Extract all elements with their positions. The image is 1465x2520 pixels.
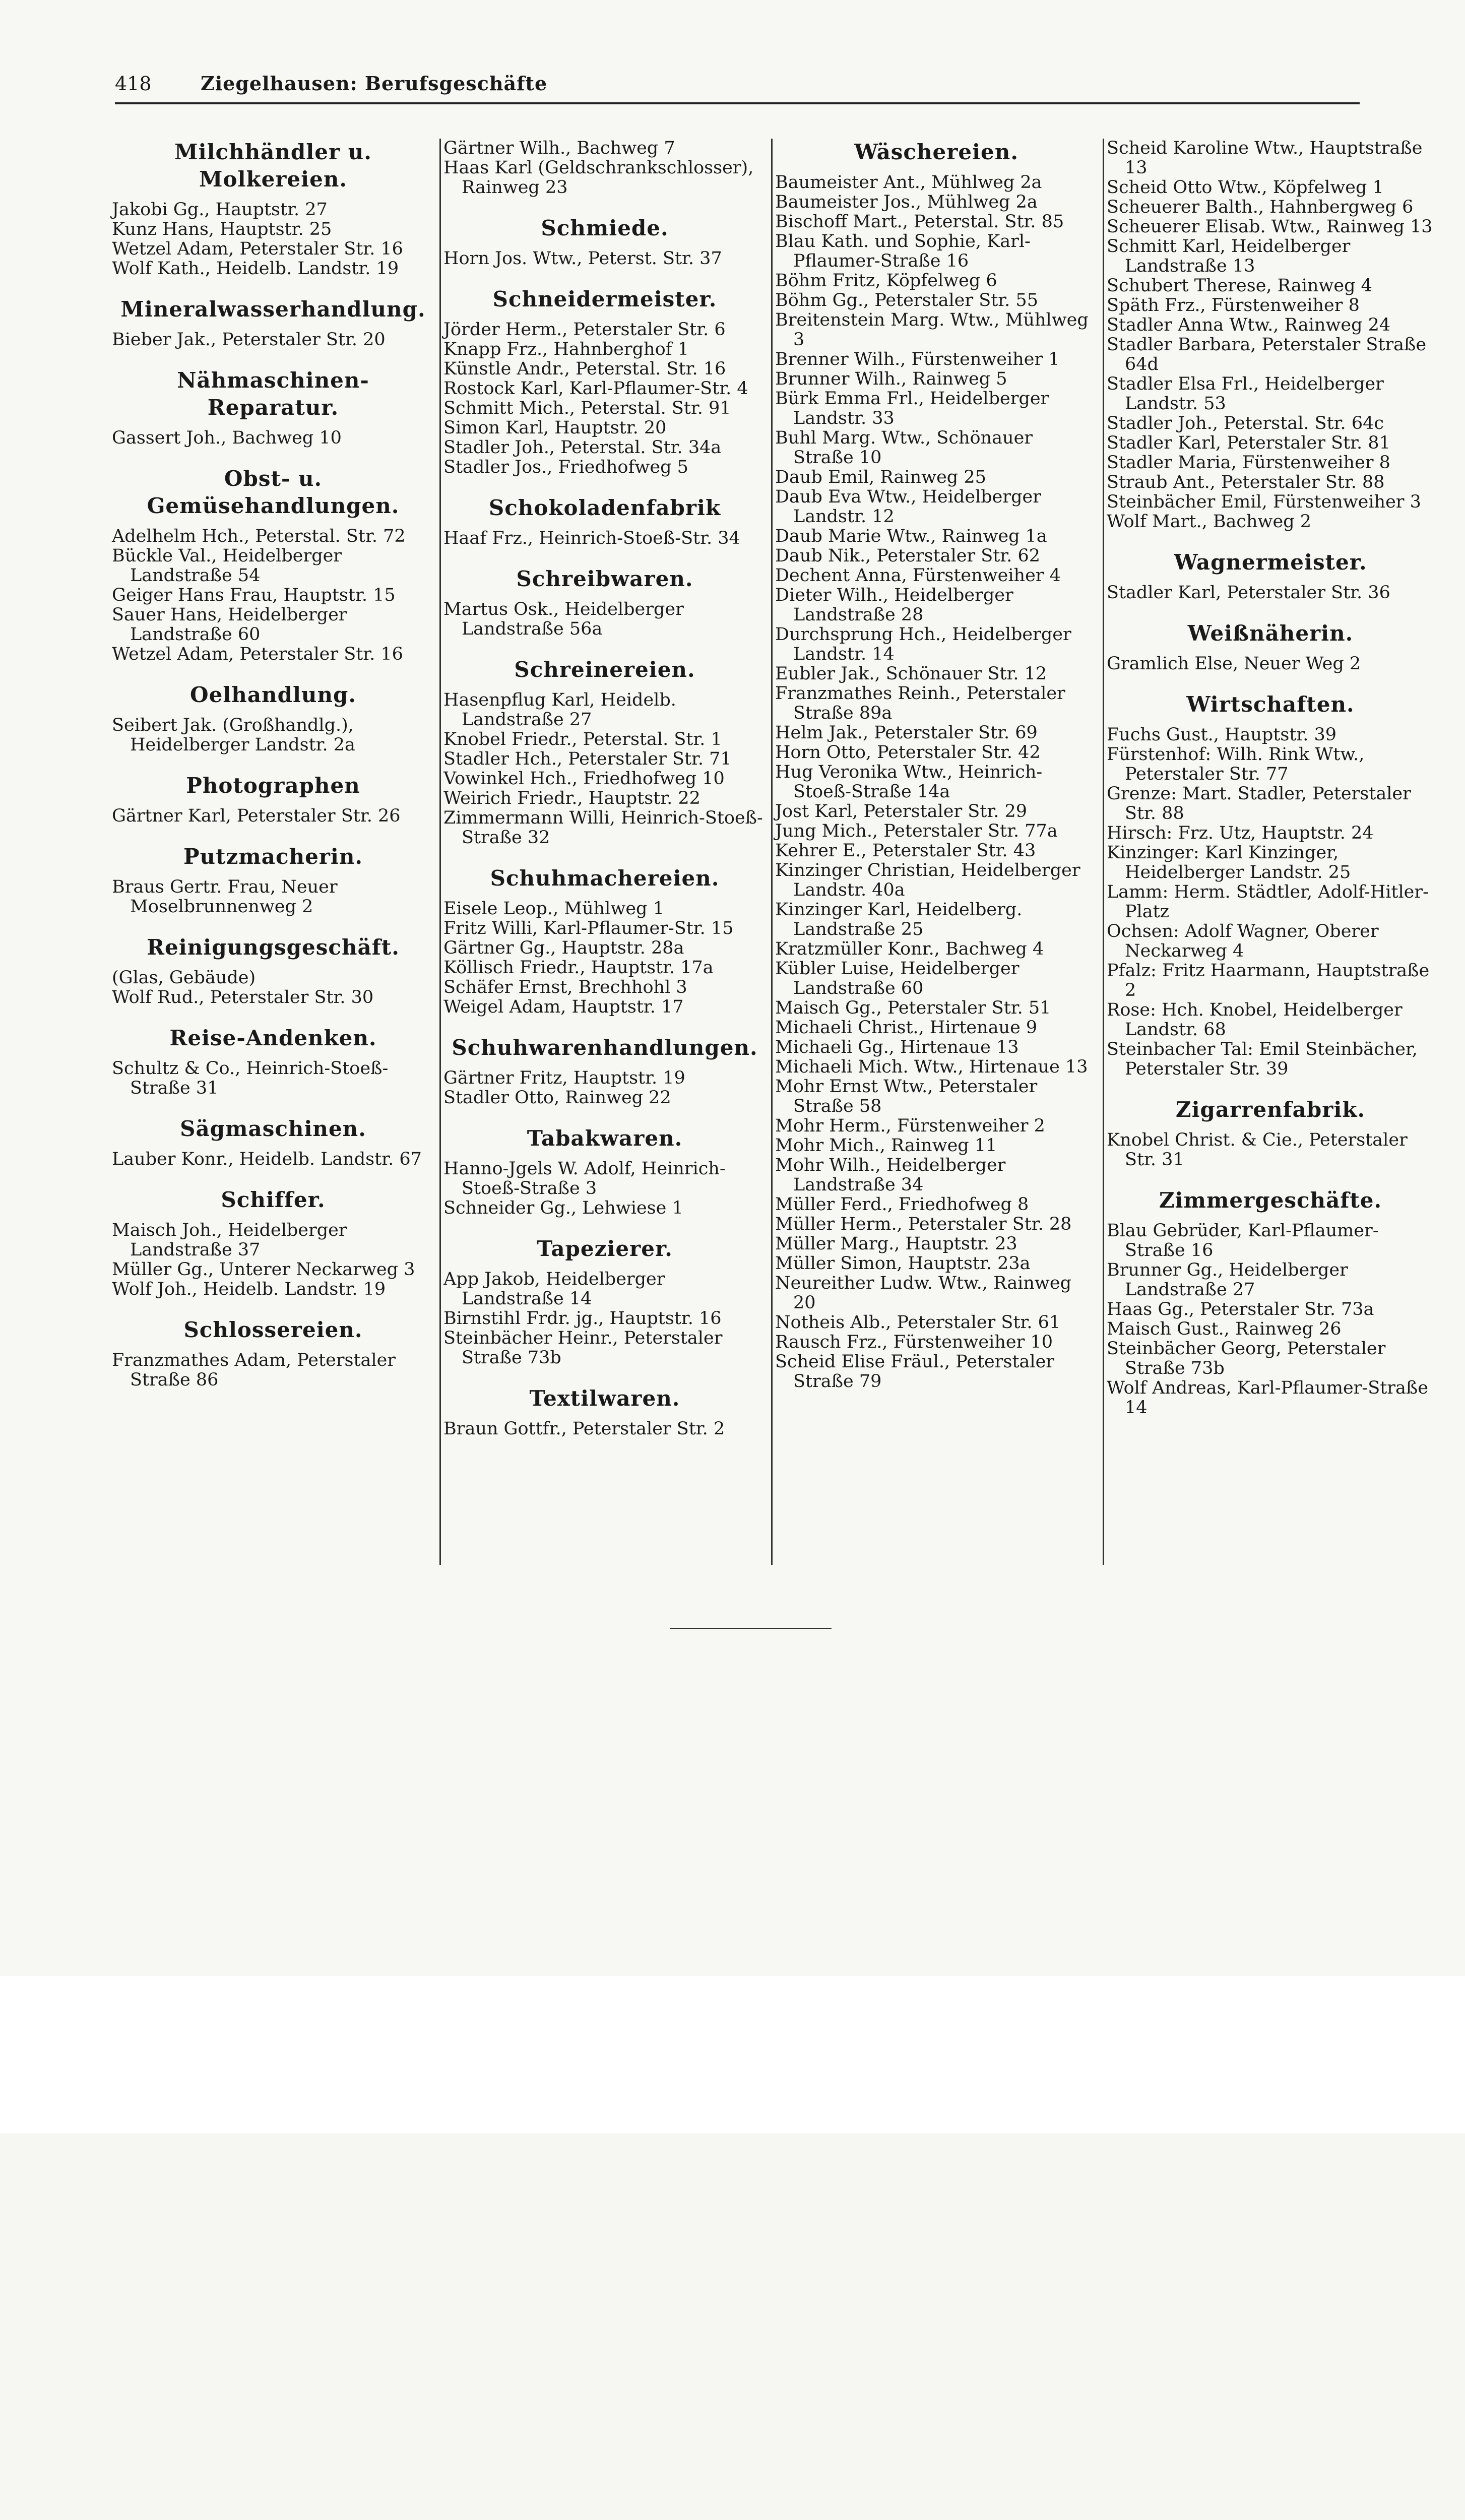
directory-entry: Wolf Mart., Bachweg 2	[1107, 512, 1312, 532]
section-heading: Textilwaren.	[529, 1386, 680, 1411]
directory-entry: Steinbächer Emil, Fürstenweiher 3	[1107, 492, 1421, 512]
directory-entry: Wetzel Adam, Peterstaler Str. 16	[112, 644, 403, 664]
section-heading: Milchhändler u. Molkereien.	[174, 140, 372, 192]
directory-entry: Wetzel Adam, Peterstaler Str. 16	[112, 239, 403, 259]
section-heading: Oelhandlung.	[190, 682, 356, 707]
directory-entry: Stadler Maria, Fürstenweiher 8	[1107, 453, 1390, 473]
directory-entry: App Jakob, Heidelberger Landstraße 14	[443, 1269, 665, 1309]
directory-entry: Künstle Andr., Peterstal. Str. 16	[443, 359, 726, 379]
directory-entry: Scheid Elise Fräul., Peterstaler Straße 79	[775, 1352, 1055, 1392]
directory-entry: Stadler Joh., Peterstal. Str. 34a	[443, 437, 722, 458]
directory-entry: Hanno-Jgels W. Adolf, Heinrich-Stoeß-Straße 3	[443, 1159, 726, 1199]
directory-entry: Pfalz: Fritz Haarmann, Hauptstraße 2	[1107, 961, 1430, 1000]
directory-entry: Fritz Willi, Karl-Pflaumer-Str. 15	[443, 918, 734, 938]
directory-entry: Stadler Joh., Peterstal. Str. 64c	[1107, 413, 1384, 433]
directory-entry: Kehrer E., Peterstaler Str. 43	[775, 841, 1036, 861]
directory-entry: Rausch Frz., Fürstenweiher 10	[775, 1332, 1053, 1352]
directory-entry: Breitenstein Marg. Wtw., Mühlweg 3	[775, 310, 1089, 350]
section-heading: Zigarrenfabrik.	[1175, 1097, 1366, 1122]
directory-entry: Kinzinger: Karl Kinzinger, Heidelberger Landstr. 25	[1107, 843, 1351, 883]
directory-entry: Mohr Wilh., Heidelberger Landstraße 34	[775, 1155, 1006, 1195]
directory-entry: Birnstihl Frdr. jg., Hauptstr. 16	[443, 1308, 722, 1329]
directory-entry: Fuchs Gust., Hauptstr. 39	[1107, 725, 1337, 745]
column-divider	[439, 139, 441, 1565]
section-heading: Schlossereien.	[183, 1317, 363, 1342]
directory-entry: Böhm Gg., Peterstaler Str. 55	[775, 290, 1038, 310]
directory-entry: Fürstenhof: Wilh. Rink Wtw., Peterstaler Str. 77	[1107, 744, 1365, 784]
directory-entry: Ochsen: Adolf Wagner, Oberer Neckarweg 4	[1107, 921, 1379, 961]
directory-entry: Zimmermann Willi, Heinrich-Stoeß-Straße 32	[443, 808, 763, 848]
directory-entry: Helm Jak., Peterstaler Str. 69	[775, 723, 1038, 743]
directory-entry: Späth Frz., Fürstenweiher 8	[1107, 295, 1360, 316]
directory-entry: Stadler Karl, Peterstaler Str. 36	[1107, 583, 1390, 603]
directory-entry: Steinbächer Georg, Peterstaler Straße 73b	[1107, 1339, 1386, 1378]
directory-entry: Horn Otto, Peterstaler Str. 42	[775, 742, 1041, 763]
directory-entry: Knapp Frz., Hahnberghof 1	[443, 339, 689, 359]
directory-entry: Wolf Joh., Heidelb. Landstr. 19	[112, 1279, 386, 1299]
directory-entry: Stadler Karl, Peterstaler Str. 81	[1107, 433, 1390, 453]
directory-entry: Blau Gebrüder, Karl-Pflaumer-Straße 16	[1107, 1221, 1379, 1261]
directory-entry: Böhm Fritz, Köpfelweg 6	[775, 271, 997, 291]
directory-entry: Seibert Jak. (Großhandlg.), Heidelberger Landstr. 2a	[112, 715, 355, 755]
section-heading: Photographen	[186, 773, 360, 798]
directory-entry: Scheid Otto Wtw., Köpfelweg 1	[1107, 177, 1384, 198]
directory-entry: Dieter Wilh., Heidelberger Landstraße 28	[775, 585, 1013, 625]
directory-entry: Scheid Karoline Wtw., Hauptstraße 13	[1107, 138, 1423, 178]
directory-entry: Weirich Friedr., Hauptstr. 22	[443, 788, 700, 808]
directory-entry: Jörder Herm., Peterstaler Str. 6	[443, 320, 726, 340]
directory-entry: Notheis Alb., Peterstaler Str. 61	[775, 1312, 1061, 1333]
directory-entry: Brunner Gg., Heidelberger Landstraße 27	[1107, 1260, 1348, 1300]
directory-entry: Lauber Konr., Heidelb. Landstr. 67	[112, 1149, 422, 1169]
directory-entry: Eubler Jak., Schönauer Str. 12	[775, 664, 1047, 684]
directory-entry: Müller Simon, Hauptstr. 23a	[775, 1253, 1031, 1274]
section-heading: Schmiede.	[541, 216, 669, 240]
section-heading: Reinigungsgeschäft.	[147, 935, 400, 960]
directory-entry: Kunz Hans, Hauptstr. 25	[112, 219, 332, 239]
section-heading: Schuhwarenhandlungen.	[452, 1035, 758, 1060]
section-heading: Wäschereien.	[854, 140, 1018, 164]
section-heading: Sägmaschinen.	[180, 1116, 366, 1141]
directory-entry: Durchsprung Hch., Heidelberger Landstr. 14	[775, 624, 1071, 664]
directory-entry: Stadler Anna Wtw., Rainweg 24	[1107, 315, 1391, 335]
directory-entry: Hug Veronika Wtw., Heinrich-Stoeß-Straße 14a	[775, 762, 1043, 802]
section-heading: Schneidermeister.	[492, 287, 717, 311]
section-heading: Schreibwaren.	[516, 566, 693, 591]
directory-entry: Maisch Gust., Rainweg 26	[1107, 1319, 1342, 1339]
directory-entry: Haas Karl (Geldschrankschlosser), Rainweg 23	[443, 158, 754, 198]
section-heading: Obst- u. Gemüsehandlungen.	[147, 466, 400, 518]
section-heading: Schuhmachereien.	[490, 866, 720, 891]
directory-entry: Baumeister Ant., Mühlweg 2a	[775, 172, 1042, 193]
directory-entry: Wolf Andreas, Karl-Pflaumer-Straße 14	[1107, 1378, 1428, 1418]
directory-entry: Bieber Jak., Peterstaler Str. 20	[112, 330, 386, 350]
section-heading: Weißnäherin.	[1187, 621, 1354, 646]
directory-entry: Grenze: Mart. Stadler, Peterstaler Str. 88	[1107, 784, 1411, 824]
directory-column-4	[1107, 139, 1434, 1418]
directory-entry: Daub Emil, Rainweg 25	[775, 467, 986, 487]
footer-bar	[0, 1976, 1465, 2133]
directory-entry: (Glas, Gebäude)	[112, 968, 256, 988]
directory-entry: Hirsch: Frz. Utz, Hauptstr. 24	[1107, 823, 1374, 843]
section-heading: Schreinereien.	[514, 657, 695, 682]
directory-entry: Müller Marg., Hauptstr. 23	[775, 1234, 1017, 1254]
directory-entry: Eisele Leop., Mühlweg 1	[443, 899, 664, 919]
directory-entry: Daub Marie Wtw., Rainweg 1a	[775, 526, 1047, 546]
directory-entry: Haaf Frz., Heinrich-Stoeß-Str. 34	[443, 528, 740, 548]
directory-entry: Braun Gottfr., Peterstaler Str. 2	[443, 1419, 725, 1439]
directory-entry: Michaeli Christ., Hirtenaue 9	[775, 1018, 1038, 1038]
directory-entry: Stadler Otto, Rainweg 22	[443, 1088, 671, 1108]
directory-entry: Maisch Joh., Heidelberger Landstraße 37	[112, 1220, 347, 1260]
directory-entry: Stadler Barbara, Peterstaler Straße 64d	[1107, 335, 1427, 374]
directory-entry: Simon Karl, Hauptstr. 20	[443, 418, 667, 438]
directory-entry: Schäfer Ernst, Brechhohl 3	[443, 977, 687, 997]
page-title: Ziegelhausen: Berufsgeschäfte	[201, 72, 548, 95]
directory-entry: Sauer Hans, Heidelberger Landstraße 60	[112, 605, 347, 645]
section-heading: Mineralwasserhandlung.	[120, 297, 426, 322]
directory-entry: Bückle Val., Heidelberger Landstraße 54	[112, 546, 342, 586]
directory-entry: Kratzmüller Konr., Bachweg 4	[775, 939, 1044, 959]
directory-entry: Wolf Rud., Peterstaler Str. 30	[112, 987, 374, 1007]
directory-entry: Lamm: Herm. Städtler, Adolf-Hitler-Platz	[1107, 882, 1429, 922]
section-heading: Zimmergeschäfte.	[1159, 1188, 1382, 1213]
directory-entry: Müller Gg., Unterer Neckarweg 3	[112, 1259, 415, 1280]
column-divider	[1103, 139, 1104, 1565]
directory-entry: Jakobi Gg., Hauptstr. 27	[112, 200, 328, 220]
directory-entry: Stadler Hch., Peterstaler Str. 71	[443, 749, 732, 769]
directory-entry: Baumeister Jos., Mühlweg 2a	[775, 192, 1038, 212]
directory-entry: Müller Ferd., Friedhofweg 8	[775, 1194, 1029, 1215]
directory-entry: Schmitt Mich., Peterstal. Str. 91	[443, 398, 731, 418]
directory-entry: Scheuerer Elisab. Wtw., Rainweg 13	[1107, 217, 1433, 237]
directory-entry: Köllisch Friedr., Hauptstr. 17a	[443, 958, 714, 978]
directory-entry: Mohr Mich., Rainweg 11	[775, 1136, 997, 1156]
directory-entry: Michaeli Mich. Wtw., Hirtenaue 13	[775, 1057, 1088, 1077]
directory-entry: Hasenpflug Karl, Heidelb. Landstraße 27	[443, 690, 676, 730]
directory-entry: Gärtner Wilh., Bachweg 7	[443, 138, 675, 158]
directory-entry: Gassert Joh., Bachweg 10	[112, 428, 342, 448]
directory-entry: Steinbächer Heinr., Peterstaler Straße 73b	[443, 1328, 723, 1368]
directory-entry: Weigel Adam, Hauptstr. 17	[443, 997, 684, 1017]
directory-entry: Franzmathes Adam, Peterstaler Straße 86	[112, 1350, 396, 1390]
directory-entry: Steinbacher Tal: Emil Steinbächer, Peterstaler Str. 39	[1107, 1039, 1418, 1079]
directory-entry: Franzmathes Reinh., Peterstaler Straße 89a	[775, 683, 1065, 723]
header-rule	[115, 102, 1360, 104]
directory-entry: Haas Gg., Peterstaler Str. 73a	[1107, 1299, 1374, 1319]
directory-entry: Mohr Herm., Fürstenweiher 2	[775, 1116, 1045, 1136]
directory-entry: Horn Jos. Wtw., Peterst. Str. 37	[443, 248, 722, 269]
directory-entry: Gärtner Karl, Peterstaler Str. 26	[112, 806, 401, 826]
directory-entry: Kinzinger Karl, Heidelberg. Landstraße 25	[775, 900, 1023, 939]
directory-entry: Jost Karl, Peterstaler Str. 29	[775, 801, 1028, 822]
section-heading: Tabakwaren.	[527, 1126, 683, 1151]
directory-entry: Neureither Ludw. Wtw., Rainweg 20	[775, 1273, 1071, 1313]
directory-column-3	[775, 139, 1098, 1392]
directory-entry: Bürk Emma Frl., Heidelberger Landstr. 33	[775, 389, 1049, 428]
directory-entry: Rostock Karl, Karl-Pflaumer-Str. 4	[443, 379, 748, 399]
directory-entry: Schneider Gg., Lehwiese 1	[443, 1198, 683, 1218]
directory-entry: Bischoff Mart., Peterstal. Str. 85	[775, 212, 1064, 232]
directory-entry: Jung Mich., Peterstaler Str. 77a	[775, 821, 1058, 841]
section-heading: Wirtschaften.	[1186, 692, 1355, 717]
directory-entry: Gramlich Else, Neuer Weg 2	[1107, 654, 1361, 674]
section-heading: Wagnermeister.	[1174, 550, 1367, 575]
directory-entry: Dechent Anna, Fürstenweiher 4	[775, 565, 1061, 586]
directory-entry: Stadler Elsa Frl., Heidelberger Landstr. 53	[1107, 374, 1384, 414]
section-heading: Reise-Andenken.	[169, 1026, 377, 1050]
directory-entry: Daub Eva Wtw., Heidelberger Landstr. 12	[775, 487, 1041, 527]
directory-entry: Brunner Wilh., Rainweg 5	[775, 369, 1007, 389]
directory-entry: Gärtner Gg., Hauptstr. 28a	[443, 938, 684, 958]
directory-entry: Michaeli Gg., Hirtenaue 13	[775, 1037, 1019, 1057]
directory-entry: Scheuerer Balth., Hahnbergweg 6	[1107, 197, 1414, 217]
section-heading: Schokoladenfabrik	[488, 495, 721, 520]
directory-entry: Geiger Hans Frau, Hauptstr. 15	[112, 585, 396, 605]
section-heading: Putzmacherin.	[183, 844, 363, 869]
directory-entry: Buhl Marg. Wtw., Schönauer Straße 10	[775, 428, 1033, 468]
directory-entry: Schultz & Co., Heinrich-Stoeß-Straße 31	[112, 1058, 389, 1098]
directory-entry: Knobel Friedr., Peterstal. Str. 1	[443, 729, 722, 749]
directory-entry: Adelhelm Hch., Peterstal. Str. 72	[112, 526, 406, 546]
directory-entry: Blau Kath. und Sophie, Karl-Pflaumer-Straße 16	[775, 231, 1031, 271]
directory-entry: Schubert Therese, Rainweg 4	[1107, 276, 1372, 296]
directory-entry: Maisch Gg., Peterstaler Str. 51	[775, 998, 1051, 1018]
directory-entry: Wolf Kath., Heidelb. Landstr. 19	[112, 259, 399, 279]
directory-entry: Kübler Luise, Heidelberger Landstraße 60	[775, 959, 1020, 998]
column-divider	[771, 139, 773, 1565]
directory-entry: Straub Ant., Peterstaler Str. 88	[1107, 472, 1385, 492]
directory-entry: Schmitt Karl, Heidelberger Landstraße 13	[1107, 236, 1351, 276]
directory-entry: Gärtner Fritz, Hauptstr. 19	[443, 1068, 685, 1088]
directory-column-2	[443, 139, 766, 1439]
directory-entry: Martus Osk., Heidelberger Landstraße 56a	[443, 599, 684, 639]
section-heading: Tapezierer.	[537, 1236, 673, 1261]
directory-entry: Müller Herm., Peterstaler Str. 28	[775, 1214, 1072, 1234]
end-rule	[670, 1628, 832, 1629]
directory-entry: Stadler Jos., Friedhofweg 5	[443, 457, 688, 477]
directory-entry: Kinzinger Christian, Heidelberger Landstr. 40a	[775, 860, 1080, 900]
directory-entry: Daub Nik., Peterstaler Str. 62	[775, 546, 1040, 566]
directory-column-1	[112, 139, 434, 1390]
directory-entry: Vowinkel Hch., Friedhofweg 10	[443, 769, 725, 789]
directory-entry: Mohr Ernst Wtw., Peterstaler Straße 58	[775, 1077, 1038, 1116]
section-heading: Schiffer.	[221, 1187, 326, 1212]
page-number: 418	[115, 73, 152, 95]
directory-entry: Braus Gertr. Frau, Neuer Moselbrunnenweg 2	[112, 877, 338, 917]
directory-entry: Knobel Christ. & Cie., Peterstaler Str. 31	[1107, 1130, 1408, 1170]
section-heading: Nähmaschinen-Reparatur.	[177, 368, 369, 420]
directory-entry: Brenner Wilh., Fürstenweiher 1	[775, 349, 1060, 369]
directory-entry: Rose: Hch. Knobel, Heidelberger Landstr. 68	[1107, 1000, 1403, 1040]
